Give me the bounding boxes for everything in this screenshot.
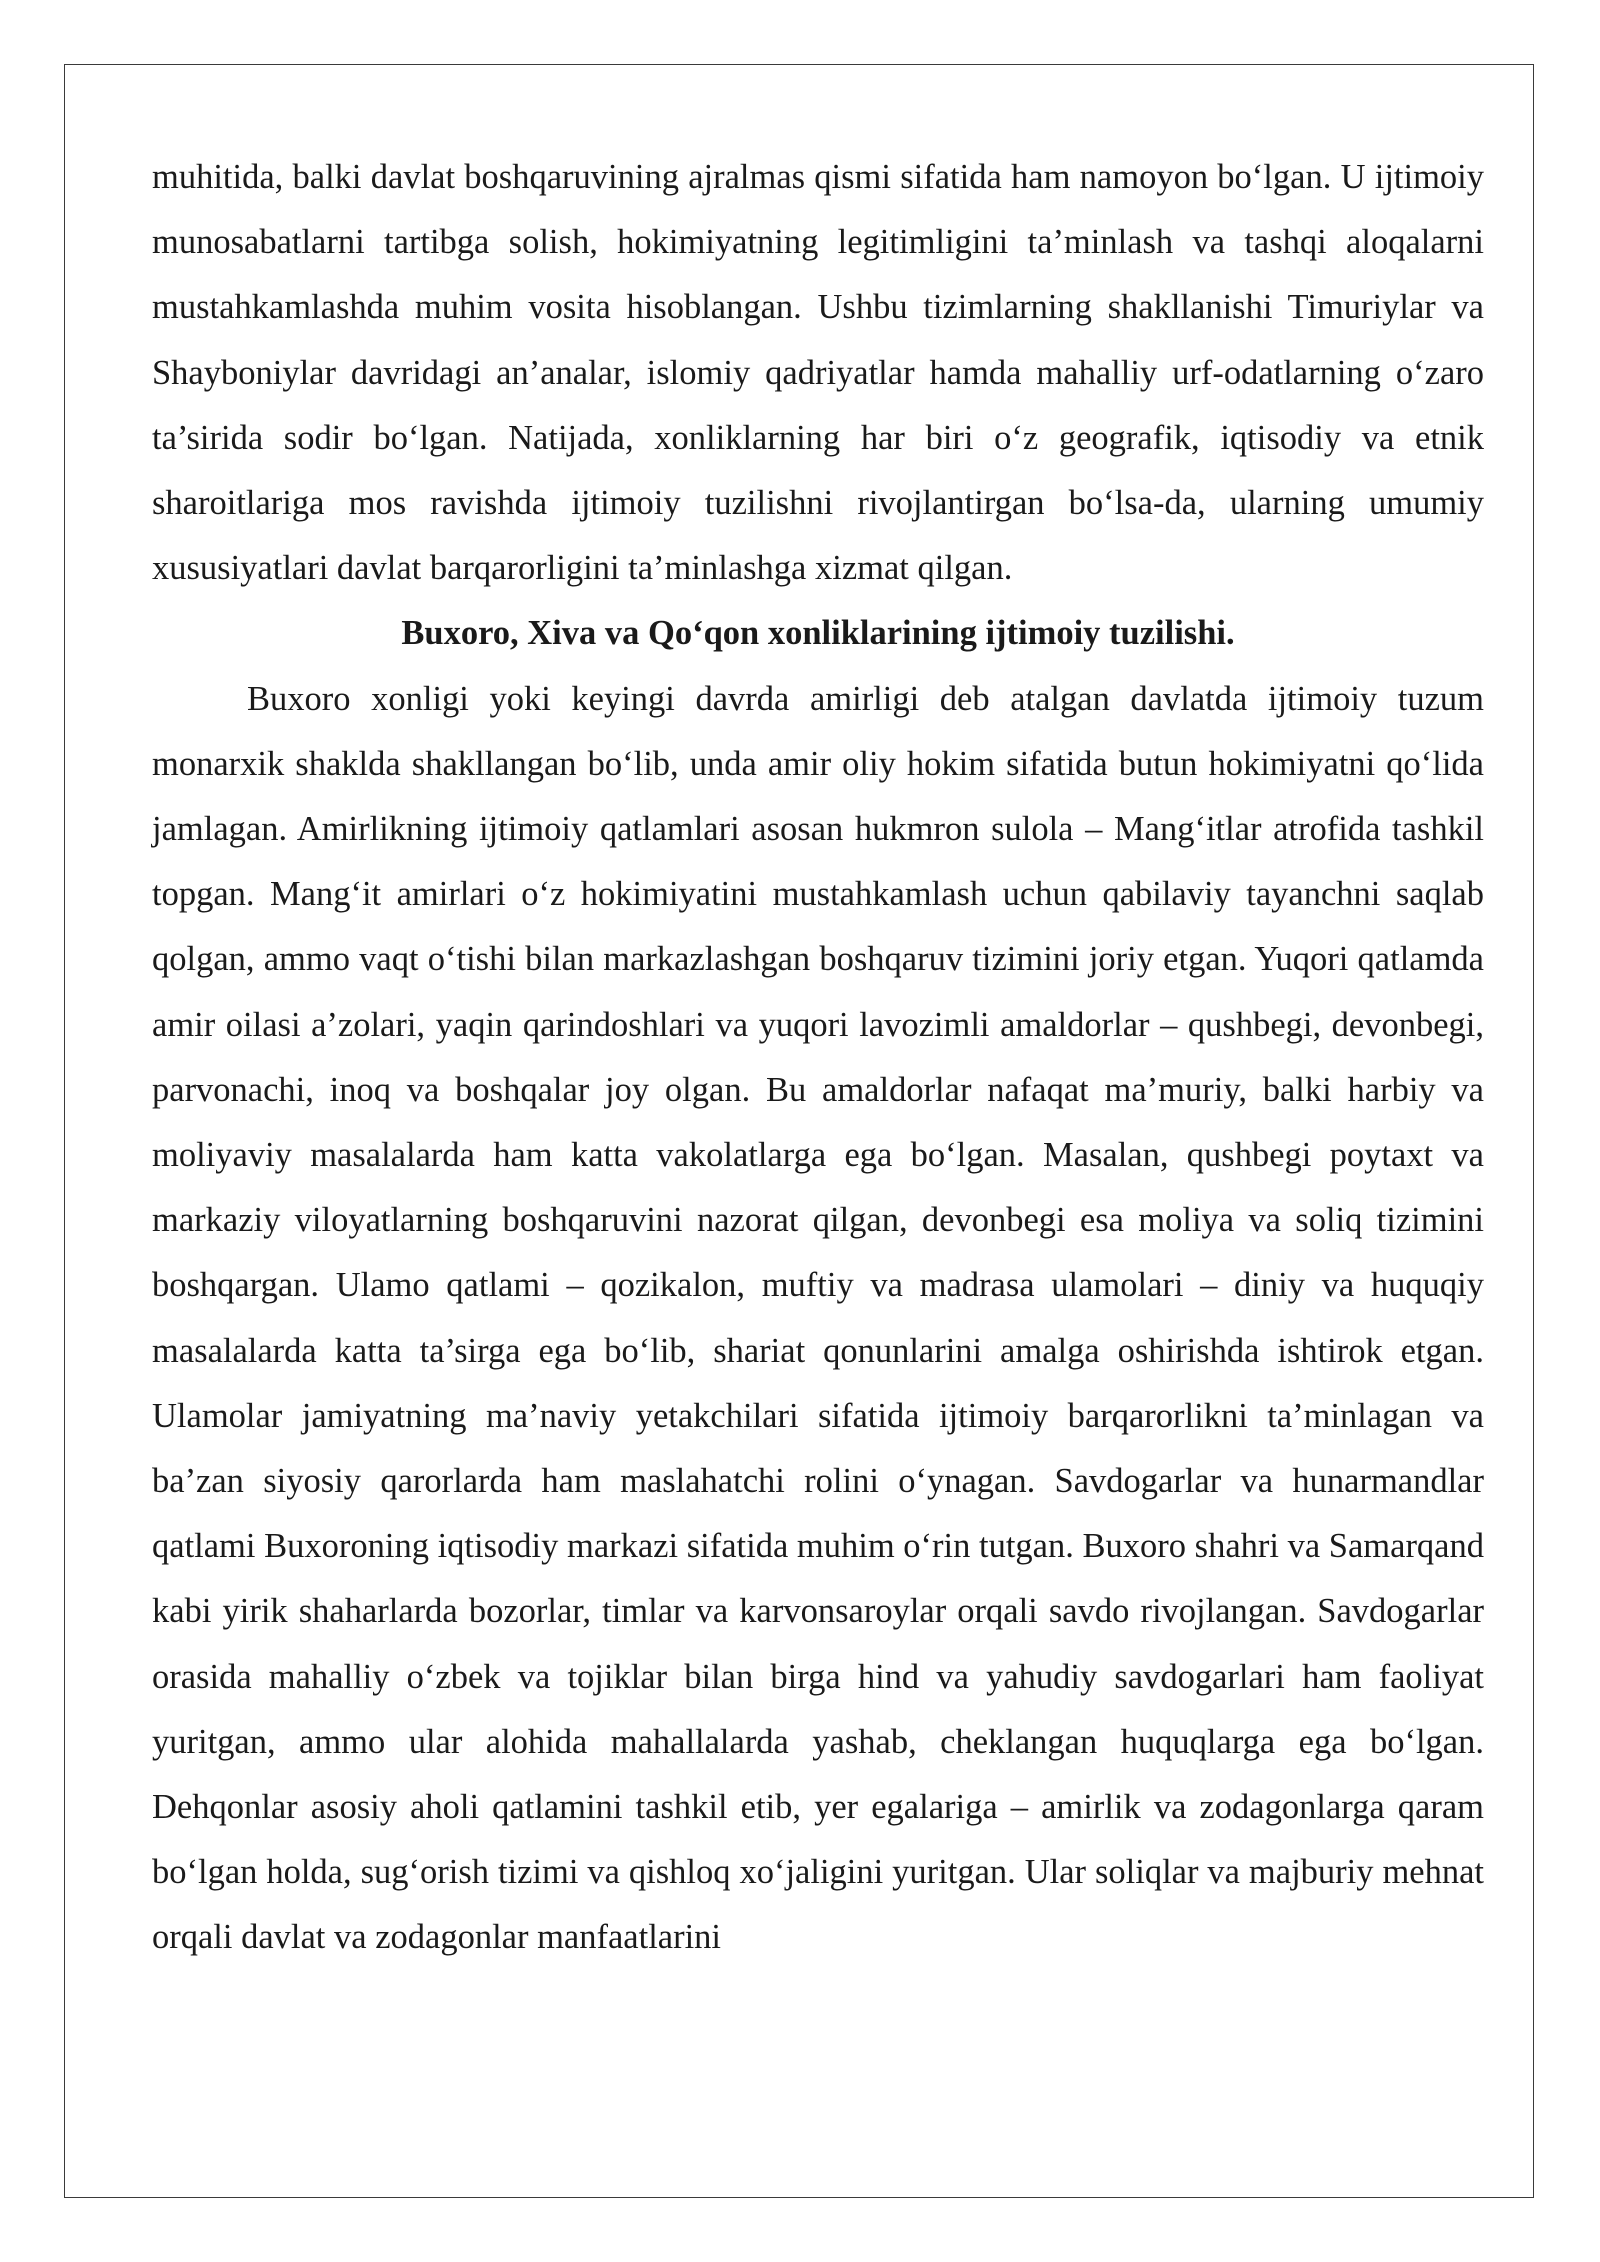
paragraph-continuation: muhitida, balki davlat boshqaruvining ajralmas qismi sifatida ham namoyon bo‘lgan. U ijtimoiy munosabatlarni tartibga solish, hokimiyatning legitimligini ta’minlash va tashqi aloqalarni mustahkamlashda muhim vosita hisoblangan. Ushbu tizimlarning shakllanishi Timuriylar va Shayboniylar davridagi an’analar, islomiy qadriyatlar hamda mahalliy urf-odatlarning o‘zaro ta’sirida sodir bo‘lgan. Natijada, xonliklarning har biri o‘z geografik, iqtisodiy va etnik sharoitlariga mos ravishda ijtimoiy tuzilishni rivojlantirgan bo‘lsa-da, ularning umumiy xususiyatlari davlat barqarorligini ta’minlashga xizmat qilgan. bbox=[152, 158, 1484, 588]
document-body bbox=[152, 145, 1484, 1971]
section-heading: Buxoro, Xiva va Qo‘qon xonliklarining ijtimoiy tuzilishi. bbox=[401, 614, 1235, 653]
paragraph-bukhara: Buxoro xonligi yoki keyingi davrda amirligi deb atalgan davlatda ijtimoiy tuzum monarxik shaklda shakllangan bo‘lib, unda amir oliy hokim sifatida butun hokimiyatni qo‘lida jamlagan. Amirlikning ijtimoiy qatlamlari asosan hukmron sulola – Mang‘itlar atrofida tashkil topgan. Mang‘it amirlari o‘z hokimiyatini mustahkamlash uchun qabilaviy tayanchni saqlab qolgan, ammo vaqt o‘tishi bilan markazlashgan boshqaruv tizimini joriy etgan. Yuqori qatlamda amir oilasi a’zolari, yaqin qarindoshlari va yuqori lavozimli amaldorlar – qushbegi, devonbegi, parvonachi, inoq va boshqalar joy olgan. Bu amaldorlar nafaqat ma’muriy, balki harbiy va moliyaviy masalalarda ham katta vakolatlarga ega bo‘lgan. Masalan, qushbegi poytaxt va markaziy viloyatlarning boshqaruvini nazorat qilgan, devonbegi esa moliya va soliq tizimini boshqargan. Ulamo qatlami – qozikalon, muftiy va madrasa ulamolari – diniy va huquqiy masalalarda katta ta’sirga ega bo‘lib, shariat qonunlarini amalga oshirishda ishtirok etgan. Ulamolar jamiyatning ma’naviy yetakchilari sifatida ijtimoiy barqarorlikni ta’minlagan va ba’zan siyosiy qarorlarda ham maslahatchi rolini o‘ynagan. Savdogarlar va hunarmandlar qatlami Buxoroning iqtisodiy markazi sifatida muhim o‘rin tutgan. Buxoro shahri va Samarqand kabi yirik shaharlarda bozorlar, timlar va karvonsaroylar orqali savdo rivojlangan. Savdogarlar orasida mahalliy o‘zbek va tojiklar bilan birga hind va yahudiy savdogarlari ham faoliyat yuritgan, ammo ular alohida mahallalarda yashab, cheklangan huquqlarga ega bo‘lgan. Dehqonlar asosiy aholi qatlamini tashkil etib, yer egalariga – amirlik va zodagonlarga qaram bo‘lgan holda, sug‘orish tizimi va qishloq xo‘jaligini yuritgan. Ular soliqlar va majburiy mehnat orqali davlat va zodagonlar manfaatlarini bbox=[152, 679, 1484, 1957]
